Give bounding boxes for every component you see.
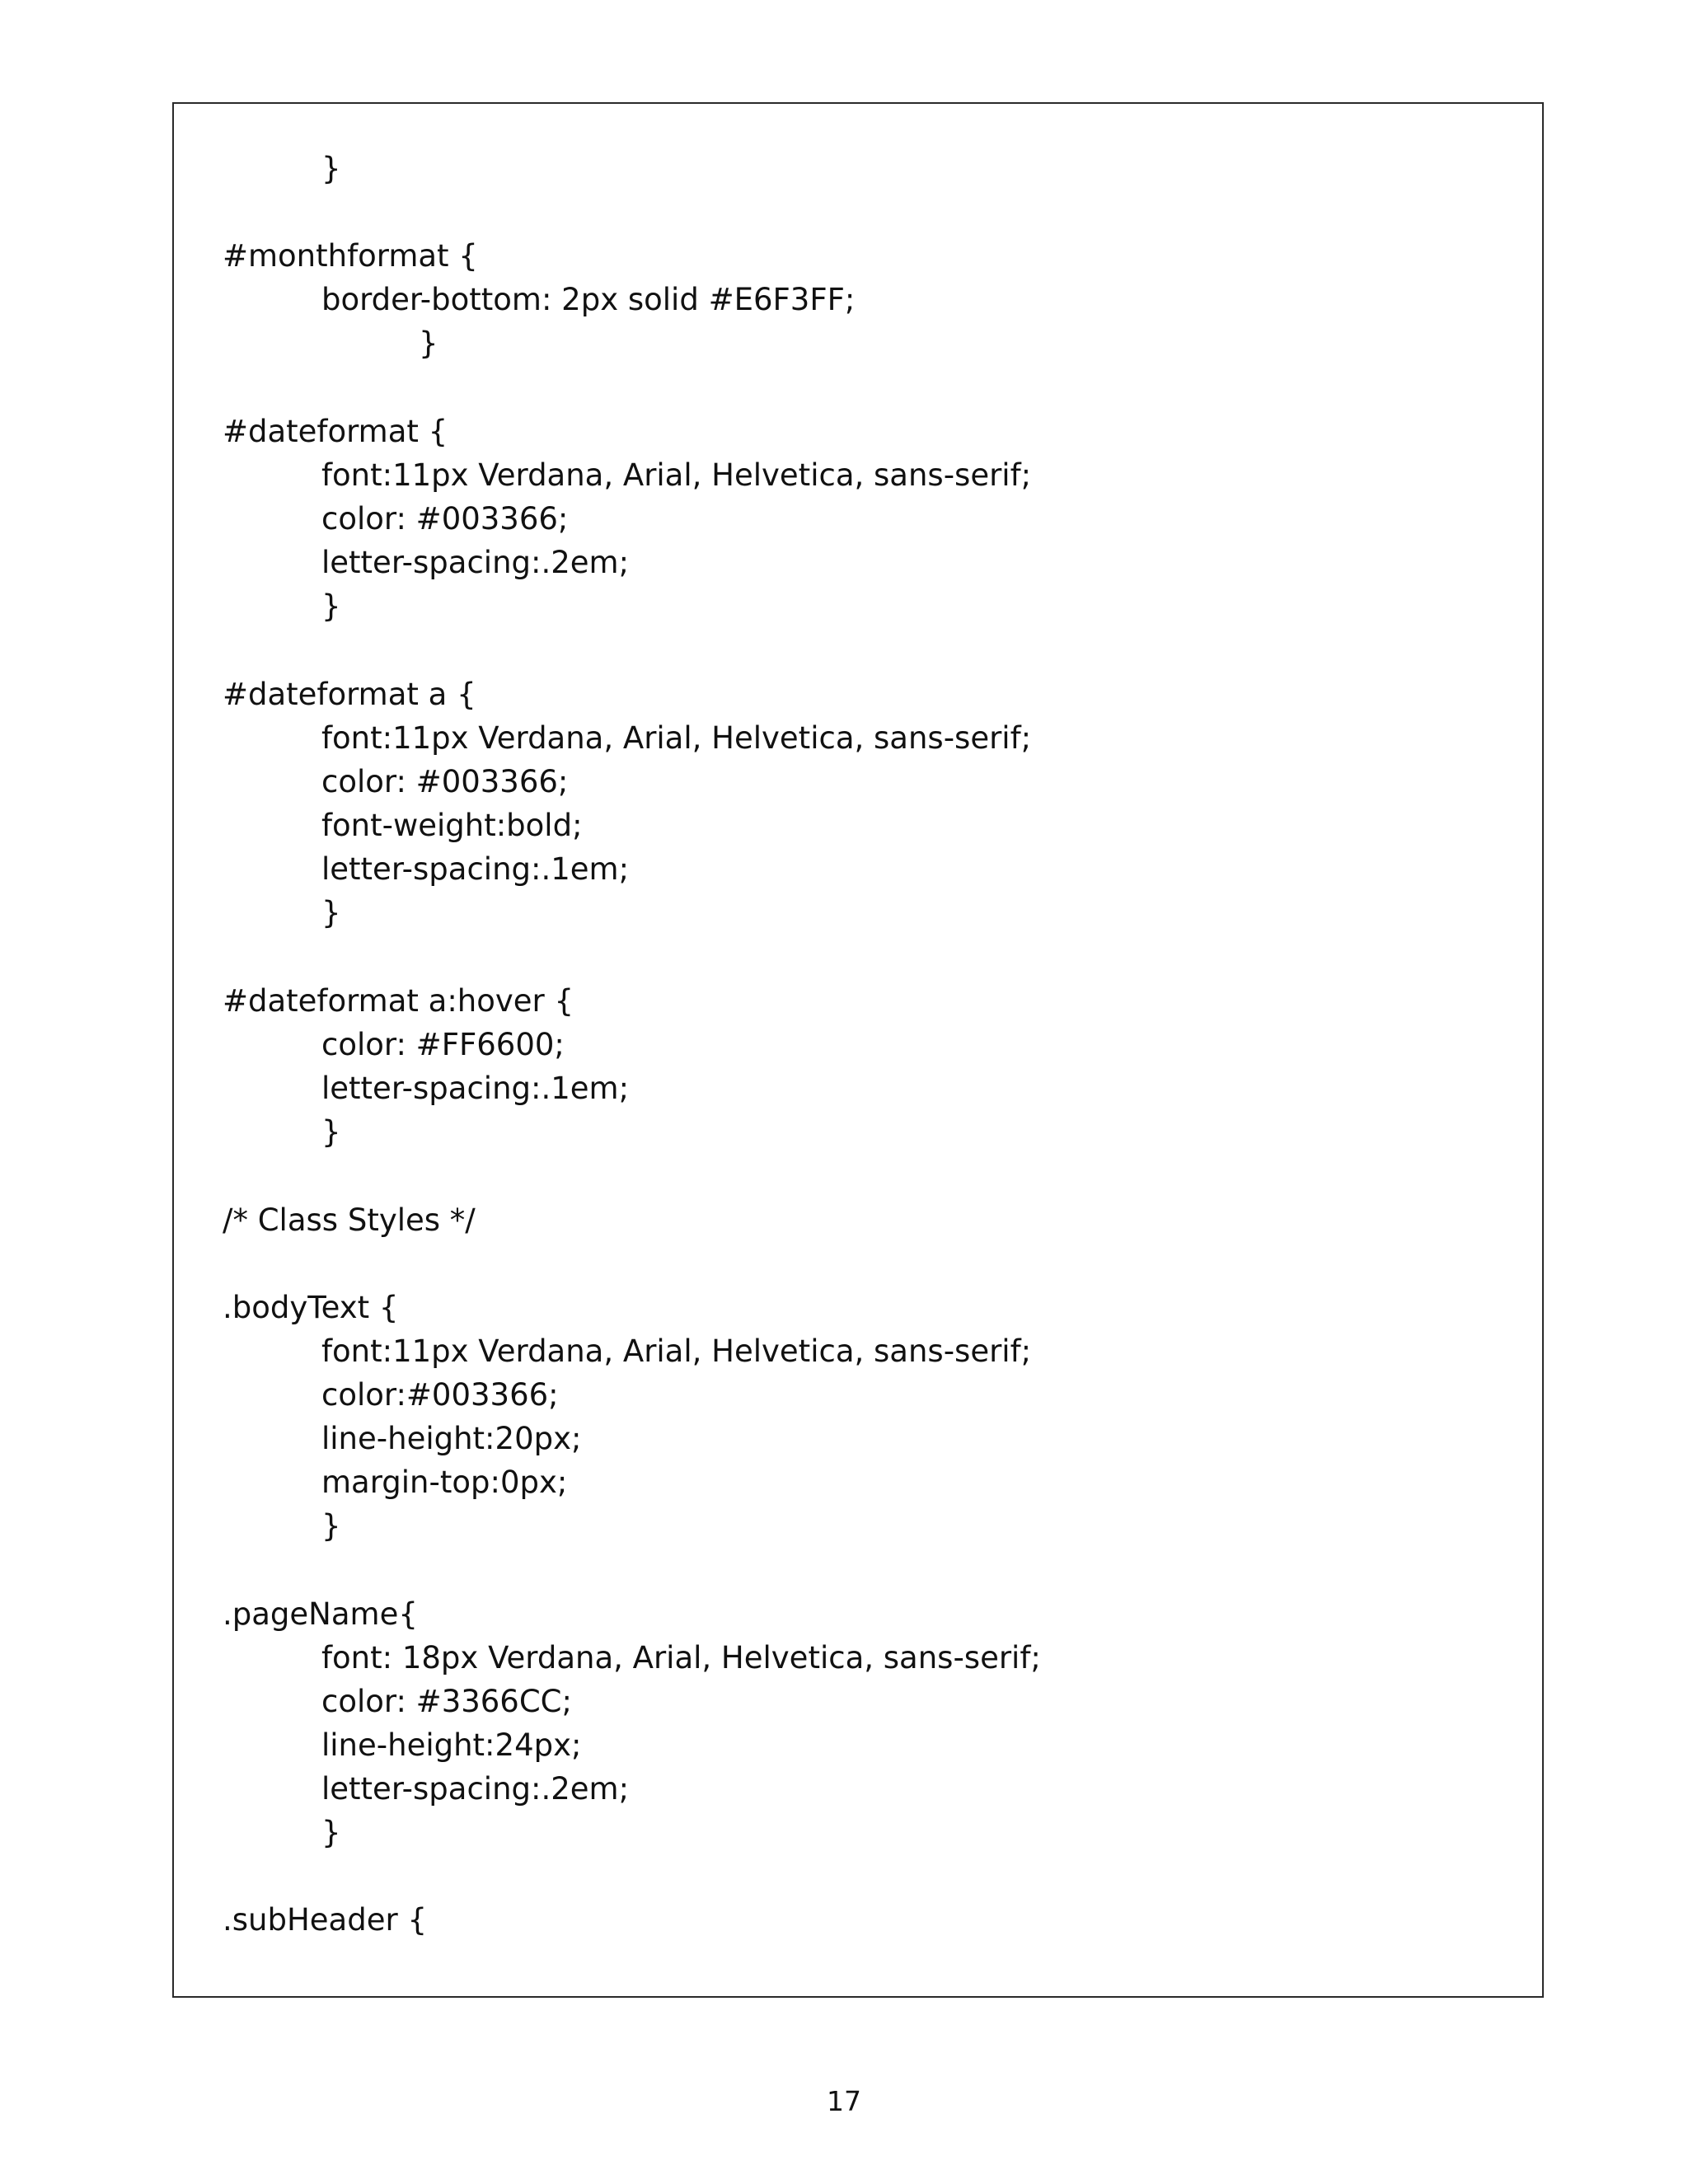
code-line: }	[321, 1508, 341, 1544]
code-comment: /* Class Styles */	[223, 1202, 476, 1238]
code-line: }	[321, 151, 341, 186]
code-line: font:11px Verdana, Arial, Helvetica, sans-serif;	[321, 457, 1032, 493]
code-line: }	[419, 326, 438, 361]
code-line: color: #003366;	[321, 764, 569, 799]
page-number: 17	[827, 2085, 861, 2117]
code-line: color: #FF6600;	[321, 1027, 565, 1062]
code-line: .pageName{	[223, 1596, 418, 1632]
code-line: color: #3366CC;	[321, 1684, 572, 1719]
code-line: #dateformat a:hover {	[223, 983, 574, 1019]
code-line: letter-spacing:.1em;	[321, 851, 630, 887]
code-line: letter-spacing:.2em;	[321, 1771, 630, 1807]
code-line: }	[321, 1114, 341, 1150]
code-line: line-height:24px;	[321, 1727, 582, 1763]
code-line: letter-spacing:.2em;	[321, 545, 630, 580]
code-line: border-bottom: 2px solid #E6F3FF;	[321, 282, 856, 317]
code-line: #dateformat {	[223, 414, 448, 449]
code-line: .subHeader {	[223, 1902, 427, 1938]
code-line: line-height:20px;	[321, 1421, 582, 1456]
code-line: #dateformat a {	[223, 677, 476, 712]
code-line: }	[321, 895, 341, 930]
code-listing-box	[172, 102, 1544, 1998]
code-line: font:11px Verdana, Arial, Helvetica, sans-serif;	[321, 720, 1032, 756]
code-line: font: 18px Verdana, Arial, Helvetica, sans-serif;	[321, 1640, 1041, 1675]
code-line: #monthformat {	[223, 238, 478, 274]
code-line: letter-spacing:.1em;	[321, 1071, 630, 1106]
code-line: margin-top:0px;	[321, 1465, 568, 1500]
code-line: font-weight:bold;	[321, 808, 583, 843]
code-line: font:11px Verdana, Arial, Helvetica, sans-serif;	[321, 1333, 1032, 1369]
code-line: color: #003366;	[321, 501, 569, 537]
code-line: }	[321, 1815, 341, 1850]
code-line: }	[321, 588, 341, 624]
code-line: color:#003366;	[321, 1377, 559, 1413]
code-line: .bodyText {	[223, 1290, 399, 1325]
